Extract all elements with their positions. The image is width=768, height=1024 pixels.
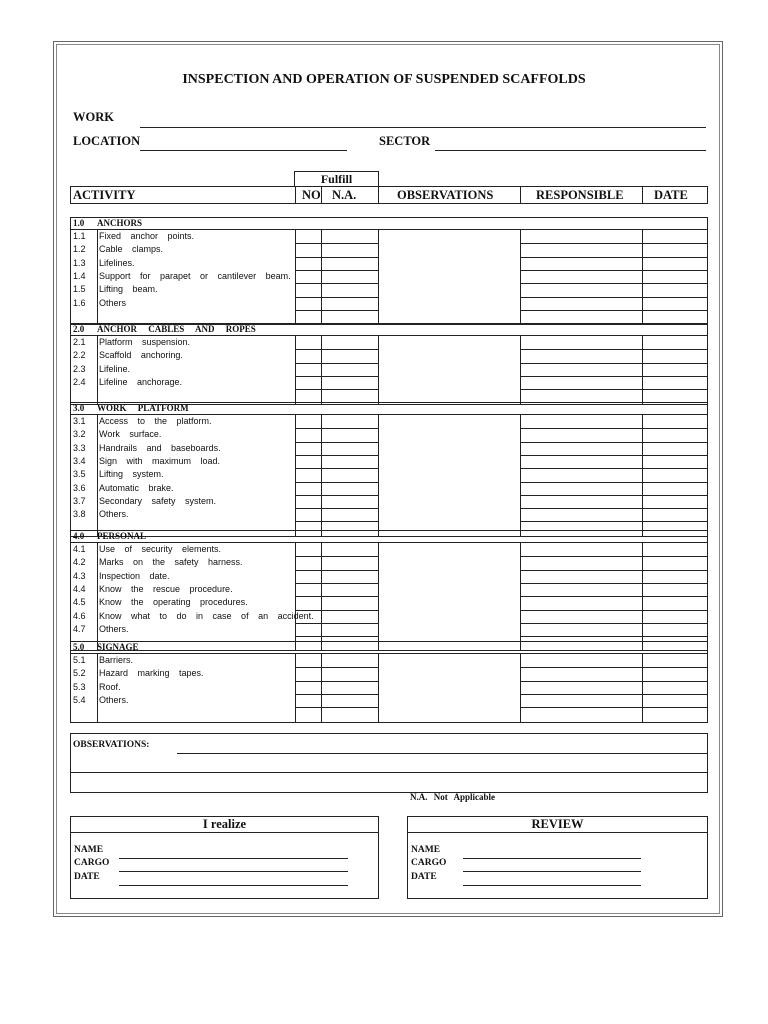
item-number: 3.5	[73, 469, 86, 480]
section-header	[71, 218, 707, 230]
item-number: 4.1	[73, 544, 86, 554]
item-label: Support for parapet or cantilever beam.	[99, 270, 291, 281]
na-cell[interactable]	[321, 363, 378, 376]
item-number: 3.3	[73, 442, 86, 453]
na-cell[interactable]	[321, 543, 378, 556]
item-label: Know the operating procedures.	[99, 597, 248, 608]
review-box	[407, 816, 708, 899]
no-cell[interactable]	[295, 681, 321, 694]
item-label: Lifeline anchorage.	[99, 376, 183, 387]
item-number: 2.4	[73, 376, 86, 387]
no-header: NO	[302, 188, 321, 202]
no-cell[interactable]	[295, 570, 321, 583]
na-cell[interactable]	[321, 283, 378, 296]
item-label: Others.	[99, 694, 129, 705]
item-label: Access to the platform.	[99, 416, 212, 426]
section-5.0	[70, 641, 708, 723]
no-cell[interactable]	[295, 442, 321, 455]
section-3.0	[70, 402, 708, 537]
item-label: Lifting system.	[99, 469, 164, 480]
section-4.0	[70, 530, 708, 651]
no-cell[interactable]	[295, 455, 321, 468]
section-number: 1.0	[73, 218, 85, 228]
table-header-row	[70, 186, 708, 204]
fulfill-header: Fulfill	[294, 171, 379, 186]
section-2.0	[70, 323, 708, 405]
item-number: 4.5	[73, 597, 86, 608]
realize-date-field[interactable]	[119, 885, 348, 886]
item-number: 4.6	[73, 610, 86, 621]
na-cell[interactable]	[321, 482, 378, 495]
item-label: Fixed anchor points.	[99, 231, 195, 241]
no-cell[interactable]	[295, 428, 321, 441]
observations-label: OBSERVATIONS:	[73, 740, 150, 750]
item-number: 1.3	[73, 257, 86, 268]
item-label: Hazard marking tapes.	[99, 668, 204, 679]
na-cell[interactable]	[321, 556, 378, 569]
na-cell[interactable]	[321, 243, 378, 256]
na-cell[interactable]	[321, 415, 378, 428]
na-cell[interactable]	[321, 376, 378, 389]
no-cell[interactable]	[295, 257, 321, 270]
no-cell[interactable]	[295, 349, 321, 362]
realize-date-label: DATE	[74, 872, 100, 882]
item-number: 3.4	[73, 455, 86, 466]
item-number: 1.4	[73, 270, 86, 281]
na-cell[interactable]	[321, 230, 378, 243]
section-header	[71, 642, 707, 654]
section-number: 5.0	[73, 642, 85, 652]
item-number: 2.1	[73, 337, 86, 347]
location-label: LOCATION	[73, 134, 141, 148]
item-label: Use of security elements.	[99, 544, 222, 554]
item-label: Automatic brake.	[99, 482, 174, 493]
item-number: 4.7	[73, 623, 86, 634]
section-number: 3.0	[73, 403, 85, 413]
no-cell[interactable]	[295, 482, 321, 495]
item-label: Cable clamps.	[99, 244, 164, 255]
item-number: 5.1	[73, 655, 86, 665]
item-number: 3.8	[73, 509, 86, 520]
realize-title: I realize	[71, 817, 378, 833]
realize-cargo-field[interactable]	[119, 871, 348, 872]
item-number: 3.6	[73, 482, 86, 493]
no-cell[interactable]	[295, 654, 321, 667]
responsible-header: RESPONSIBLE	[536, 188, 624, 202]
no-cell[interactable]	[295, 556, 321, 569]
no-cell[interactable]	[295, 297, 321, 310]
na-cell[interactable]	[321, 610, 378, 623]
no-cell[interactable]	[295, 283, 321, 296]
no-cell[interactable]	[295, 623, 321, 636]
na-cell[interactable]	[321, 583, 378, 596]
item-number: 4.3	[73, 570, 86, 581]
review-title: REVIEW	[408, 817, 707, 833]
observations-box[interactable]	[70, 733, 708, 793]
observations-header: OBSERVATIONS	[397, 188, 494, 202]
realize-name-field[interactable]	[119, 858, 348, 859]
item-number: 3.7	[73, 495, 86, 506]
section-title: PERSONAL	[97, 531, 147, 541]
section-header	[71, 324, 707, 336]
no-cell[interactable]	[295, 243, 321, 256]
item-number: 3.2	[73, 429, 86, 440]
section-title: ANCHOR CABLES AND ROPES	[97, 324, 256, 334]
na-cell[interactable]	[321, 570, 378, 583]
item-label: Others.	[99, 509, 129, 520]
section-header	[71, 531, 707, 543]
item-number: 4.2	[73, 557, 86, 568]
section-number: 4.0	[73, 531, 85, 541]
na-cell[interactable]	[321, 508, 378, 521]
na-cell[interactable]	[321, 257, 378, 270]
location-field[interactable]	[140, 150, 347, 151]
section-title: ANCHORS	[97, 218, 143, 228]
review-date-label: DATE	[411, 872, 437, 882]
na-cell[interactable]	[321, 336, 378, 349]
item-label: Know what to do in case of an accident.	[99, 610, 314, 621]
form-title: INSPECTION AND OPERATION OF SUSPENDED SCAFFOLDS	[182, 72, 586, 87]
activity-header: ACTIVITY	[73, 188, 136, 202]
no-cell[interactable]	[295, 468, 321, 481]
item-label: Know the rescue procedure.	[99, 583, 233, 594]
na-cell[interactable]	[321, 667, 378, 680]
na-cell[interactable]	[321, 694, 378, 707]
date-header: DATE	[654, 188, 688, 202]
na-cell[interactable]	[321, 654, 378, 667]
no-cell[interactable]	[295, 543, 321, 556]
no-cell[interactable]	[295, 376, 321, 389]
na-cell[interactable]	[321, 428, 378, 441]
no-cell[interactable]	[295, 610, 321, 623]
section-header	[71, 403, 707, 415]
item-number: 2.2	[73, 350, 86, 361]
work-field[interactable]	[140, 127, 706, 128]
item-number: 1.1	[73, 231, 86, 241]
item-label: Work surface.	[99, 429, 162, 440]
section-number: 2.0	[73, 324, 85, 334]
na-cell[interactable]	[321, 681, 378, 694]
no-cell[interactable]	[295, 694, 321, 707]
na-cell[interactable]	[321, 623, 378, 636]
no-cell[interactable]	[295, 336, 321, 349]
no-cell[interactable]	[295, 495, 321, 508]
item-label: Lifting beam.	[99, 284, 158, 295]
na-cell[interactable]	[321, 349, 378, 362]
no-cell[interactable]	[295, 363, 321, 376]
na-note: N.A. Not Applicable	[410, 792, 496, 802]
item-label: Lifelines.	[99, 257, 135, 268]
na-cell[interactable]	[321, 468, 378, 481]
item-label: Scaffold anchoring.	[99, 350, 183, 361]
item-label: Others.	[99, 623, 129, 634]
no-cell[interactable]	[295, 583, 321, 596]
realize-box	[70, 816, 379, 899]
na-cell[interactable]	[321, 455, 378, 468]
item-number: 1.6	[73, 297, 86, 308]
no-cell[interactable]	[295, 508, 321, 521]
item-label: Inspection date.	[99, 570, 170, 581]
no-cell[interactable]	[295, 667, 321, 680]
item-label: Roof.	[99, 681, 121, 692]
item-number: 5.2	[73, 668, 86, 679]
na-cell[interactable]	[321, 495, 378, 508]
na-cell[interactable]	[321, 297, 378, 310]
section-title: WORK PLATFORM	[97, 403, 189, 413]
realize-name-label: NAME	[74, 845, 104, 855]
no-cell[interactable]	[295, 230, 321, 243]
na-cell[interactable]	[321, 442, 378, 455]
na-cell[interactable]	[321, 270, 378, 283]
review-cargo-field[interactable]	[463, 871, 641, 872]
item-number: 4.4	[73, 583, 86, 594]
item-number: 2.3	[73, 363, 86, 374]
review-name-field[interactable]	[463, 858, 641, 859]
item-label: Barriers.	[99, 655, 134, 665]
no-cell[interactable]	[295, 270, 321, 283]
item-label: Platform suspension.	[99, 337, 191, 347]
work-label: WORK	[73, 110, 114, 124]
item-number: 1.5	[73, 284, 86, 295]
item-label: Secondary safety system.	[99, 495, 217, 506]
review-cargo-label: CARGO	[411, 858, 447, 868]
no-cell[interactable]	[295, 596, 321, 609]
item-label: Sign with maximum load.	[99, 455, 221, 466]
item-label: Lifeline.	[99, 363, 131, 374]
item-number: 5.3	[73, 681, 86, 692]
item-label: Others	[99, 297, 127, 308]
section-title: SIGNAGE	[97, 642, 139, 652]
section-1.0	[70, 217, 708, 325]
item-number: 1.2	[73, 244, 86, 255]
item-label: Marks on the safety harness.	[99, 557, 243, 568]
item-label: Handrails and baseboards.	[99, 442, 221, 453]
no-cell[interactable]	[295, 415, 321, 428]
realize-cargo-label: CARGO	[74, 858, 110, 868]
na-header: N.A.	[332, 188, 357, 202]
sector-label: SECTOR	[379, 134, 431, 148]
na-cell[interactable]	[321, 596, 378, 609]
review-date-field[interactable]	[463, 885, 641, 886]
item-number: 3.1	[73, 416, 86, 426]
item-number: 5.4	[73, 694, 86, 705]
sector-field[interactable]	[435, 150, 706, 151]
review-name-label: NAME	[411, 845, 441, 855]
